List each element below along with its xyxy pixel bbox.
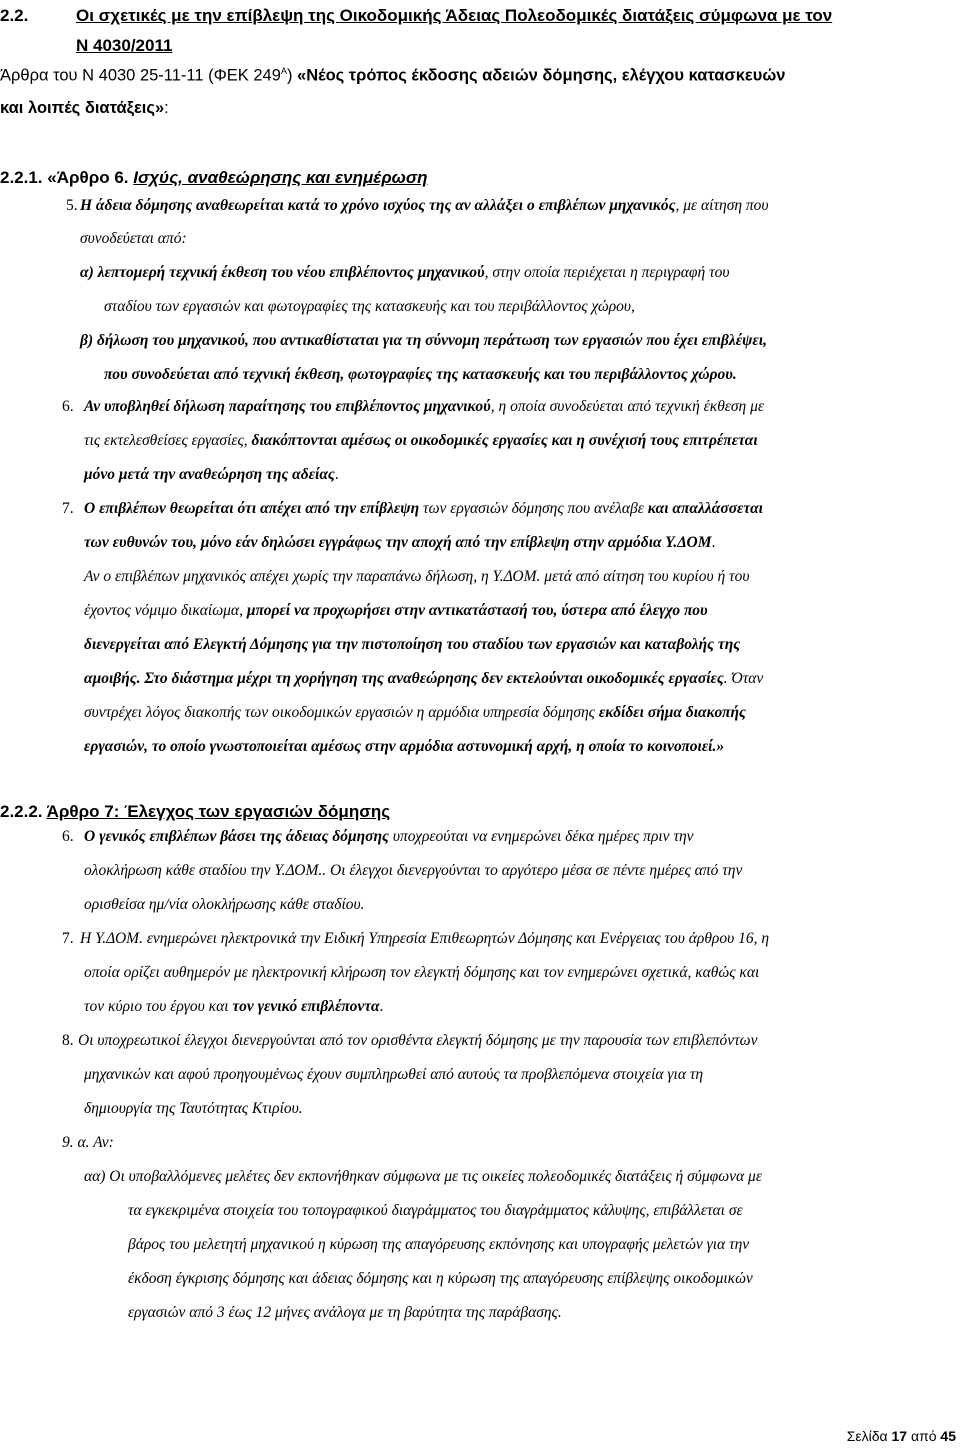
a7p7-l3-b: τον γενικό επιβλέποντα bbox=[232, 998, 380, 1015]
p5-line1 bbox=[80, 197, 956, 215]
p7-l6-c: . Όταν bbox=[723, 670, 764, 687]
a7p9-number: 9. α. Αν: bbox=[62, 1134, 114, 1151]
p7-l4-italic: έχοντος νόμιμο δικαίωμα, bbox=[84, 602, 243, 619]
intro-text-b: ) bbox=[286, 66, 293, 85]
p7-line5: διενεργείται από Ελεγκτή Δόμησης για την πιστοποίηση του σταδίου των εργασιών και καταβολής της bbox=[84, 636, 741, 653]
p7-l6-a: αμοιβής. bbox=[84, 670, 141, 687]
p7-line4 bbox=[84, 602, 708, 620]
p7-l7-bold: εκδίδει σήμα διακοπής bbox=[598, 704, 746, 721]
a7p7-line2: οποία ορίζει αυθημερόν με ηλεκτρονική κλήρωση τον ελεγκτή δόμησης και τον ενημερώνει σχετικά, καθώς και bbox=[84, 964, 760, 981]
p5-a-line1 bbox=[80, 264, 729, 282]
a7p8-line3: δημιουργία της Ταυτότητας Κτιρίου. bbox=[84, 1100, 303, 1117]
p6-line3 bbox=[84, 466, 339, 484]
p5-b-line2: που συνοδεύεται από τεχνική έκθεση, φωτογραφίες της κατασκευής και του περιβάλλοντος χώρου. bbox=[104, 366, 737, 383]
a7p9-aa-line2: τα εγκεκριμένα στοιχεία του τοπογραφικού διαγράμματος του διαγράμματος κάλυψης, επιβάλλεται σε bbox=[128, 1202, 743, 1219]
intro-text-e: : bbox=[164, 99, 169, 117]
a7p8-line1: Οι υποχρεωτικοί έλεγχοι διενεργούνται από τον ορισθέντα ελεγκτή δόμησης με την παρουσία των επιβλεπόντων bbox=[78, 1032, 758, 1049]
a7p6-number: 6. bbox=[62, 828, 74, 845]
a7p8-number: 8. bbox=[62, 1032, 74, 1049]
p5-l1-italic: , με αίτηση που bbox=[675, 197, 769, 214]
p5-a-bold: α) λεπτομερή τεχνική έκθεση του νέου επιβλέποντος μηχανικού bbox=[80, 264, 485, 281]
a7p8-line2: μηχανικών και αφού προηγουμένως έχουν συμπληρωθεί από αυτούς τα προβλεπόμενα στοιχεία για τη bbox=[84, 1066, 704, 1083]
subsection-2-heading bbox=[0, 802, 390, 822]
subsection-1-heading bbox=[0, 168, 428, 188]
subsection-2-number: 2.2.2. bbox=[0, 802, 43, 821]
p6-l2-bold: διακόπτονται αμέσως οι οικοδομικές εργασίες και η συνέχισή τους επιτρέπεται bbox=[251, 432, 758, 449]
footer-of-word: από bbox=[910, 1428, 937, 1444]
p7-line2 bbox=[84, 534, 715, 552]
a7p7-line3 bbox=[84, 998, 383, 1016]
p6-line1 bbox=[84, 398, 764, 416]
p7-line1 bbox=[84, 500, 763, 518]
p5-line2: συνοδεύεται από: bbox=[80, 230, 187, 247]
p7-l7-italic: συντρέχει λόγος διακοπής των οικοδομικών εργασιών η αρμόδια υπηρεσία δόμησης bbox=[84, 704, 595, 721]
a7p6-line2: ολοκλήρωση κάθε σταδίου την Υ.ΔΟΜ.. Οι έλεγχοι διενεργούνται το αργότερο μέσα σε πέντε ημέρες από την bbox=[84, 862, 743, 879]
intro-sup: Α bbox=[280, 66, 287, 76]
p5-number: 5. bbox=[66, 197, 78, 214]
a7p7-l3-c: . bbox=[379, 998, 384, 1015]
p7-line8: εργασιών, το οποίο γνωστοποιείται αμέσως στην αρμόδια αστυνομική αρχή, η οποία το κοινοποιεί.» bbox=[84, 738, 725, 755]
page-footer bbox=[847, 1428, 956, 1444]
p5-l1-bold: Η άδεια δόμησης αναθεωρείται κατά το χρόνο ισχύος της αν αλλάξει ο επιβλέπων μηχανικός bbox=[80, 197, 676, 214]
p6-l3-end: . bbox=[334, 466, 339, 483]
a7p9-aa-line3: βάρος του μελετητή μηχανικού η κύρωση της απαγόρευσης εκπόνησης και υπογραφής μελετών για την bbox=[128, 1236, 750, 1253]
p5-a-line2: σταδίου των εργασιών και φωτογραφίες της κατασκευής και του περιβάλλοντος χώρου, bbox=[104, 298, 635, 315]
footer-page-total: 45 bbox=[940, 1428, 956, 1444]
p7-line7 bbox=[84, 704, 746, 722]
a7p6-line3: ορισθείσα ημ/νία ολοκλήρωσης κάθε σταδίου. bbox=[84, 896, 365, 913]
p6-line2 bbox=[84, 432, 758, 450]
p5-a-italic: , στην οποία περιέχεται η περιγραφή του bbox=[484, 264, 730, 281]
a7p7-l3-a: τον κύριο του έργου και bbox=[84, 998, 229, 1015]
a7p9-aa-line5: εργασιών από 3 έως 12 μήνες ανάλογα με τη βαρύτητα της παράβασης. bbox=[128, 1304, 562, 1321]
a7p6-l1-italic: υποχρεούται να ενημερώνει δέκα ημέρες πριν την bbox=[392, 828, 694, 845]
p5-b-line1: β) δήλωση του μηχανικού, που αντικαθίσταται για τη σύννομη περάτωση των εργασιών που έχει επιβλέψει, bbox=[80, 332, 767, 349]
intro-text-d: και λοιπές διατάξεις» bbox=[0, 99, 165, 117]
a7p6-line1 bbox=[84, 828, 694, 846]
p6-number: 6. bbox=[62, 398, 74, 415]
section-number: 2.2. bbox=[0, 6, 29, 25]
p7-l2-end: . bbox=[711, 534, 716, 551]
a7p6-l1-bold: Ο γενικός επιβλέπων βάσει της άδειας δόμησης bbox=[84, 828, 389, 845]
p6-l1-italic: , η οποία συνοδεύεται από τεχνική έκθεση με bbox=[490, 398, 765, 415]
subsection-2-title: Άρθρο 7: Έλεγχος των εργασιών δόμησης bbox=[46, 802, 391, 821]
footer-page-word: Σελίδα bbox=[846, 1428, 888, 1444]
p7-l1-bold2: και απαλλάσσεται bbox=[647, 500, 763, 517]
footer-page-number: 17 bbox=[891, 1428, 908, 1444]
p7-l4-bold: μπορεί να προχωρήσει στην αντικατάστασή του, ύστερα από έλεγχο που bbox=[246, 602, 708, 619]
a7p7-line1: Η Υ.ΔΟΜ. ενημερώνει ηλεκτρονικά την Ειδική Υπηρεσία Επιθεωρητών Δόμησης και Ενέργειας του άρθρου 16, η bbox=[80, 930, 770, 947]
p6-l2-italic: τις εκτελεσθείσες εργασίες, bbox=[84, 432, 248, 449]
p7-line6 bbox=[84, 670, 763, 688]
p7-l1-italic: των εργασιών δόμησης που ανέλαβε bbox=[423, 500, 644, 517]
a7p9-aa-line1: αα) Οι υποβαλλόμενες μελέτες δεν εκπονήθηκαν σύμφωνα με τις οικείες πολεοδομικές διατάξεις ή σύμφωνα με bbox=[84, 1168, 762, 1185]
intro-text-a: Άρθρα του Ν 4030 25-11-11 (ΦΕΚ 249 bbox=[0, 66, 281, 85]
subsection-1-number: 2.2.1. «Άρθρο 6. bbox=[0, 168, 129, 187]
section-title-line1 bbox=[76, 6, 956, 26]
p6-l3-bold: μόνο μετά την αναθεώρηση της αδείας bbox=[84, 466, 335, 483]
p7-l1-bold: Ο επιβλέπων θεωρείται ότι απέχει από την επίβλεψη bbox=[84, 500, 420, 517]
section-title-line2: Ν 4030/2011 bbox=[76, 36, 173, 55]
a7p7-number: 7. bbox=[62, 930, 74, 947]
p7-line3: Αν ο επιβλέπων μηχανικός απέχει χωρίς την παραπάνω δήλωση, η Υ.ΔΟΜ. μετά από αίτηση του κυρίου ή του bbox=[84, 568, 750, 585]
section-title-text-1: Οι σχετικές με την επίβλεψη της Οικοδομικής Άδειας Πολεοδομικές διατάξεις σύμφωνα με τον bbox=[76, 6, 833, 25]
intro-text-c: «Νέος τρόπος έκδοσης αδειών δόμησης, ελέγχου κατασκευών bbox=[297, 66, 786, 85]
intro-line2 bbox=[0, 99, 169, 118]
p6-l1-bold: Αν υποβληθεί δήλωση παραίτησης του επιβλέποντος μηχανικού bbox=[84, 398, 491, 415]
intro-line1 bbox=[0, 66, 785, 86]
subsection-1-title: Ισχύς, αναθεώρησης και ενημέρωση bbox=[133, 168, 428, 187]
p7-number: 7. bbox=[62, 500, 74, 517]
p7-l2-bold: των ευθυνών του, μόνο εάν δηλώσει εγγράφως την αποχή από την επίβλεψη στην αρμόδια Υ.ΔΟΜ bbox=[84, 534, 712, 551]
a7p9-aa-line4: έκδοση έγκρισης δόμησης και άδειας δόμησης και η κύρωση της απαγόρευσης επίβλεψης οικοδομικών bbox=[128, 1270, 753, 1287]
p7-l6-b: Στο διάστημα μέχρι τη χορήγηση της αναθεώρησης δεν εκτελούνται οικοδομικές εργασίες bbox=[144, 670, 724, 687]
